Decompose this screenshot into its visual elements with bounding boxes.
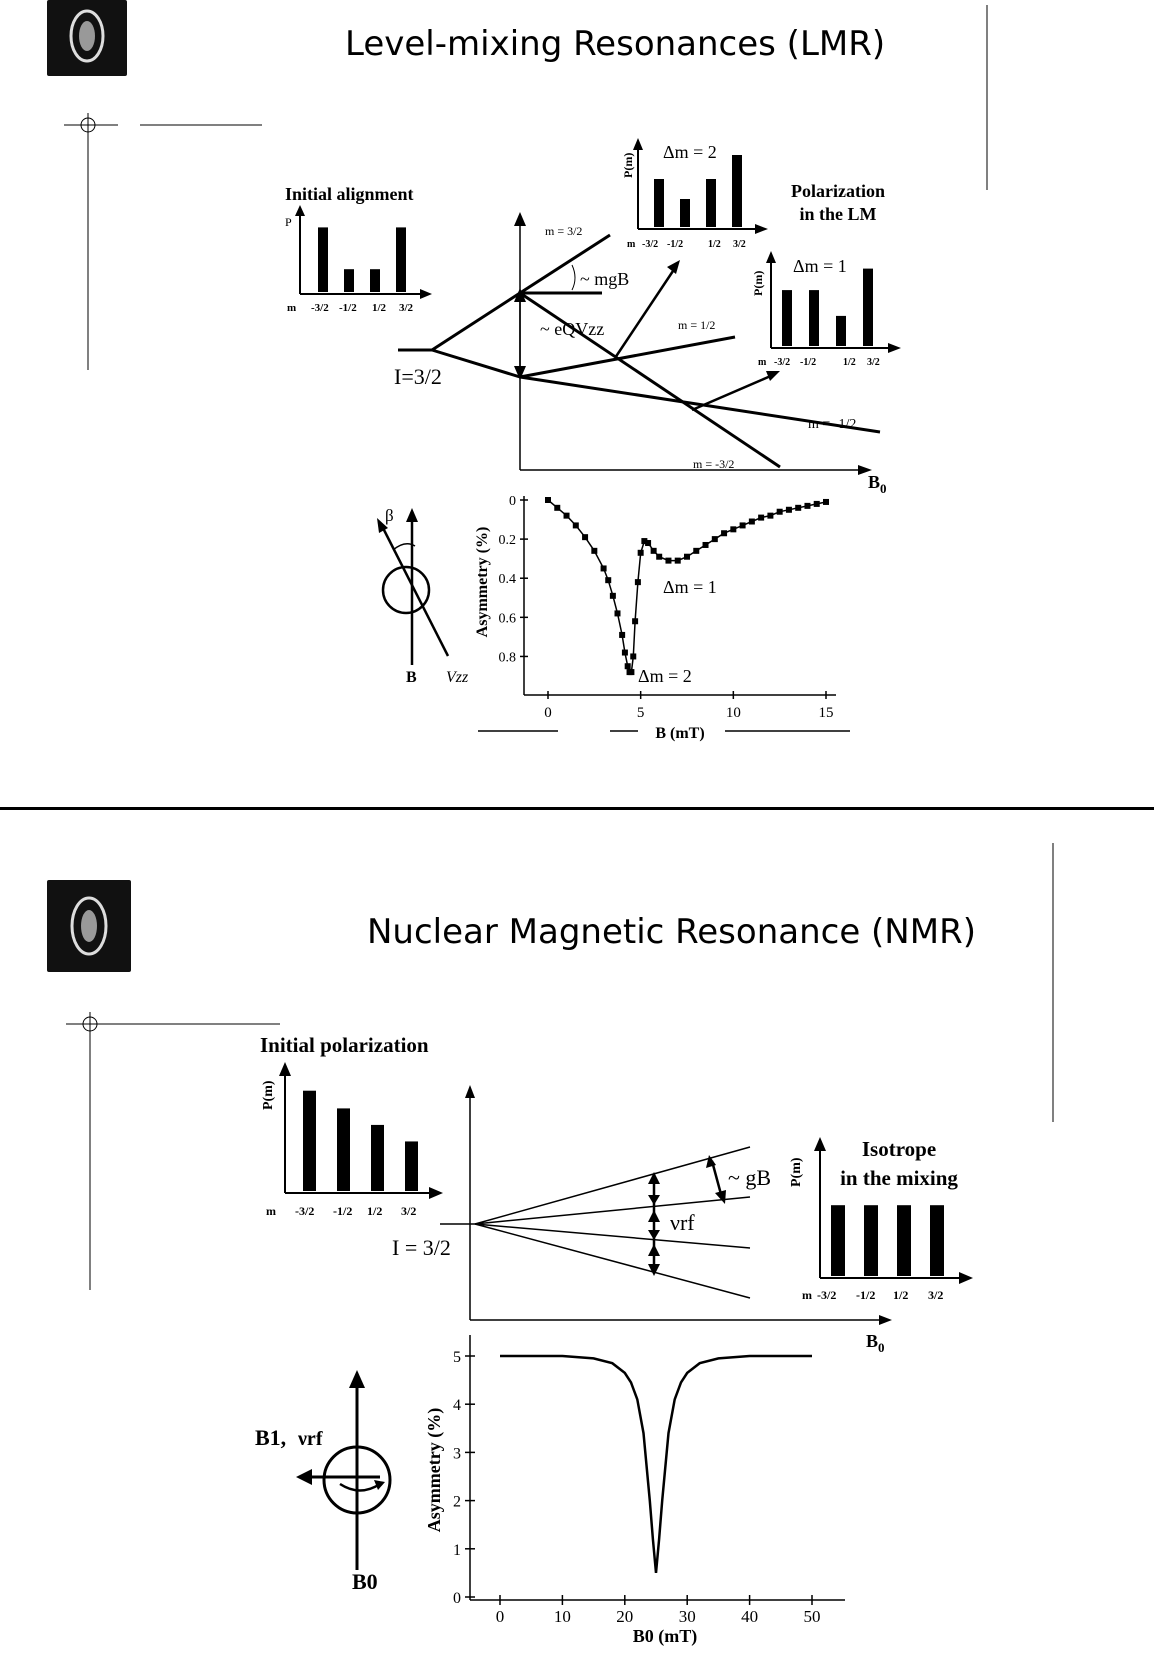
isotrope-bars	[831, 1205, 944, 1276]
x-tick-label: 15	[818, 705, 834, 721]
b0-main: B	[868, 472, 881, 492]
initial-tick: -1/2	[339, 302, 357, 314]
dm1-tick: 3/2	[867, 357, 880, 368]
y-tick-label: 0.6	[498, 611, 516, 627]
dm2-tick: 1/2	[708, 239, 721, 250]
b0-field-label: B0	[352, 1569, 378, 1594]
dm2-tick: -3/2	[642, 239, 659, 250]
x-tick-label: 5	[636, 705, 645, 721]
slide1-title: Level-mixing Resonances (LMR)	[345, 24, 886, 64]
x-tick-label: 20	[616, 1607, 634, 1626]
iso-tick: -3/2	[817, 1288, 837, 1302]
b0-main: B	[866, 1331, 879, 1351]
iso-tick: 3/2	[928, 1288, 944, 1302]
initial-polarization-label: Initial polarization	[260, 1033, 429, 1057]
initial-alignment-label: Initial alignment	[285, 184, 414, 204]
x-tick-label: 0	[544, 705, 552, 721]
dm1-tick: -3/2	[774, 357, 791, 368]
dm2-tick: -1/2	[667, 239, 684, 250]
nmr-asymmetry-curve	[500, 1356, 812, 1573]
dm2-hist-ylabel: P(m)	[621, 152, 635, 178]
x-tick-label: 10	[725, 705, 741, 721]
y-tick-label: 0	[453, 1590, 461, 1607]
y-tick-label: 0.2	[498, 533, 516, 549]
dm2-tick-m: m	[627, 239, 636, 250]
spin-label: I = 3/2	[392, 1235, 451, 1260]
b0-subscript: 0	[880, 481, 887, 496]
dm1-hist-ylabel: P(m)	[751, 270, 765, 296]
spin-label: I=3/2	[394, 364, 442, 389]
rf-field-diagram	[306, 1378, 390, 1570]
x-tick-label: 30	[678, 1607, 696, 1626]
initial-hist-ylabel: P(m)	[261, 1080, 276, 1110]
level-label-mm12: m = -1/2	[808, 417, 857, 432]
initial-tick-m: m	[287, 302, 297, 314]
initial-tick: 1/2	[372, 302, 387, 314]
initial-tick: -1/2	[333, 1204, 353, 1218]
polarization-bar	[303, 1091, 316, 1191]
nmr-chart-ylabel: Asymmetry (%)	[424, 1407, 444, 1533]
slide2-title: Nuclear Magnetic Resonance (NMR)	[367, 912, 976, 952]
nmr-asymmetry-chart	[424, 1335, 845, 1647]
iso-tick: 1/2	[893, 1288, 909, 1302]
initial-p-axis-label: P	[285, 215, 292, 229]
dm2-hist-title: Δm = 2	[663, 142, 717, 162]
initial-polarization-bars	[303, 1091, 418, 1191]
initial-tick: 3/2	[399, 302, 414, 314]
iso-tick: -1/2	[856, 1288, 876, 1302]
eqvzz-label: ~ eQVzz	[540, 319, 605, 339]
initial-tick: -3/2	[295, 1204, 315, 1218]
isotrope-label-line2: in the mixing	[840, 1166, 958, 1190]
lmr-chart-ylabel: Asymmetry (%)	[474, 526, 491, 638]
dm1-tick: -1/2	[800, 357, 817, 368]
dm1-tick-m: m	[758, 357, 767, 368]
b1-label: B1,	[255, 1425, 287, 1450]
nmr-chart-xlabel: B0 (mT)	[632, 1626, 698, 1646]
x-tick-label: 10	[553, 1607, 571, 1626]
initial-tick: 1/2	[367, 1204, 383, 1218]
vrf-label: νrf	[670, 1210, 695, 1235]
y-tick-label: 4	[453, 1397, 461, 1415]
level-label-mm32: m = -3/2	[693, 457, 735, 471]
dm1-tick: 1/2	[843, 357, 856, 368]
polarization-bar	[337, 1108, 350, 1191]
isotrope-bar	[930, 1205, 944, 1276]
polarization-bar	[405, 1141, 418, 1191]
vrf-field-label: νrf	[298, 1428, 323, 1450]
y-tick-label: 5	[453, 1349, 461, 1366]
y-tick-label: 2	[453, 1493, 461, 1511]
level-label-m32: m = 3/2	[545, 224, 583, 238]
polarization-label-line1: Polarization	[791, 181, 885, 201]
y-tick-label: 0.4	[498, 572, 516, 588]
y-tick-label: 1	[453, 1541, 461, 1559]
isotrope-label-line1: Isotrope	[861, 1137, 937, 1161]
isotrope-bar	[864, 1205, 878, 1276]
b0-axis-label	[866, 1331, 885, 1355]
b0-subscript: 0	[878, 1340, 885, 1355]
x-tick-label: 40	[741, 1607, 759, 1626]
mgb-label: ~ mgB	[580, 269, 630, 289]
x-tick-label: 50	[803, 1607, 821, 1626]
gb-label: ~ gB	[728, 1165, 772, 1190]
level-label-m12: m = 1/2	[678, 318, 716, 332]
vzz-label: Vzz	[446, 669, 469, 686]
lmr-chart-xlabel: B (mT)	[655, 725, 705, 742]
initial-tick: 3/2	[401, 1204, 417, 1218]
dm1-hist-title: Δm = 1	[793, 256, 847, 276]
x-tick-label: 0	[495, 1607, 505, 1626]
y-tick-label: 0	[509, 494, 516, 509]
iso-hist-ylabel: P(m)	[789, 1157, 804, 1187]
dm2-tick: 3/2	[733, 239, 746, 250]
polarization-label-line2: in the LM	[799, 204, 877, 224]
isotrope-bar	[831, 1205, 845, 1276]
zeeman-level-diagram	[440, 1092, 885, 1320]
lmr-annotation-dm2: Δm = 2	[638, 666, 692, 686]
lmr-annotation-dm1: Δm = 1	[663, 577, 717, 597]
b-field-label: B	[406, 669, 417, 686]
polarization-bar	[371, 1125, 384, 1191]
iso-tick-m: m	[802, 1288, 812, 1302]
initial-tick: -3/2	[311, 302, 329, 314]
y-tick-label: 0.8	[498, 650, 516, 666]
initial-tick-m: m	[266, 1204, 276, 1218]
beta-label: β	[385, 506, 394, 525]
y-tick-label: 3	[453, 1445, 461, 1463]
isotrope-bar	[897, 1205, 911, 1276]
